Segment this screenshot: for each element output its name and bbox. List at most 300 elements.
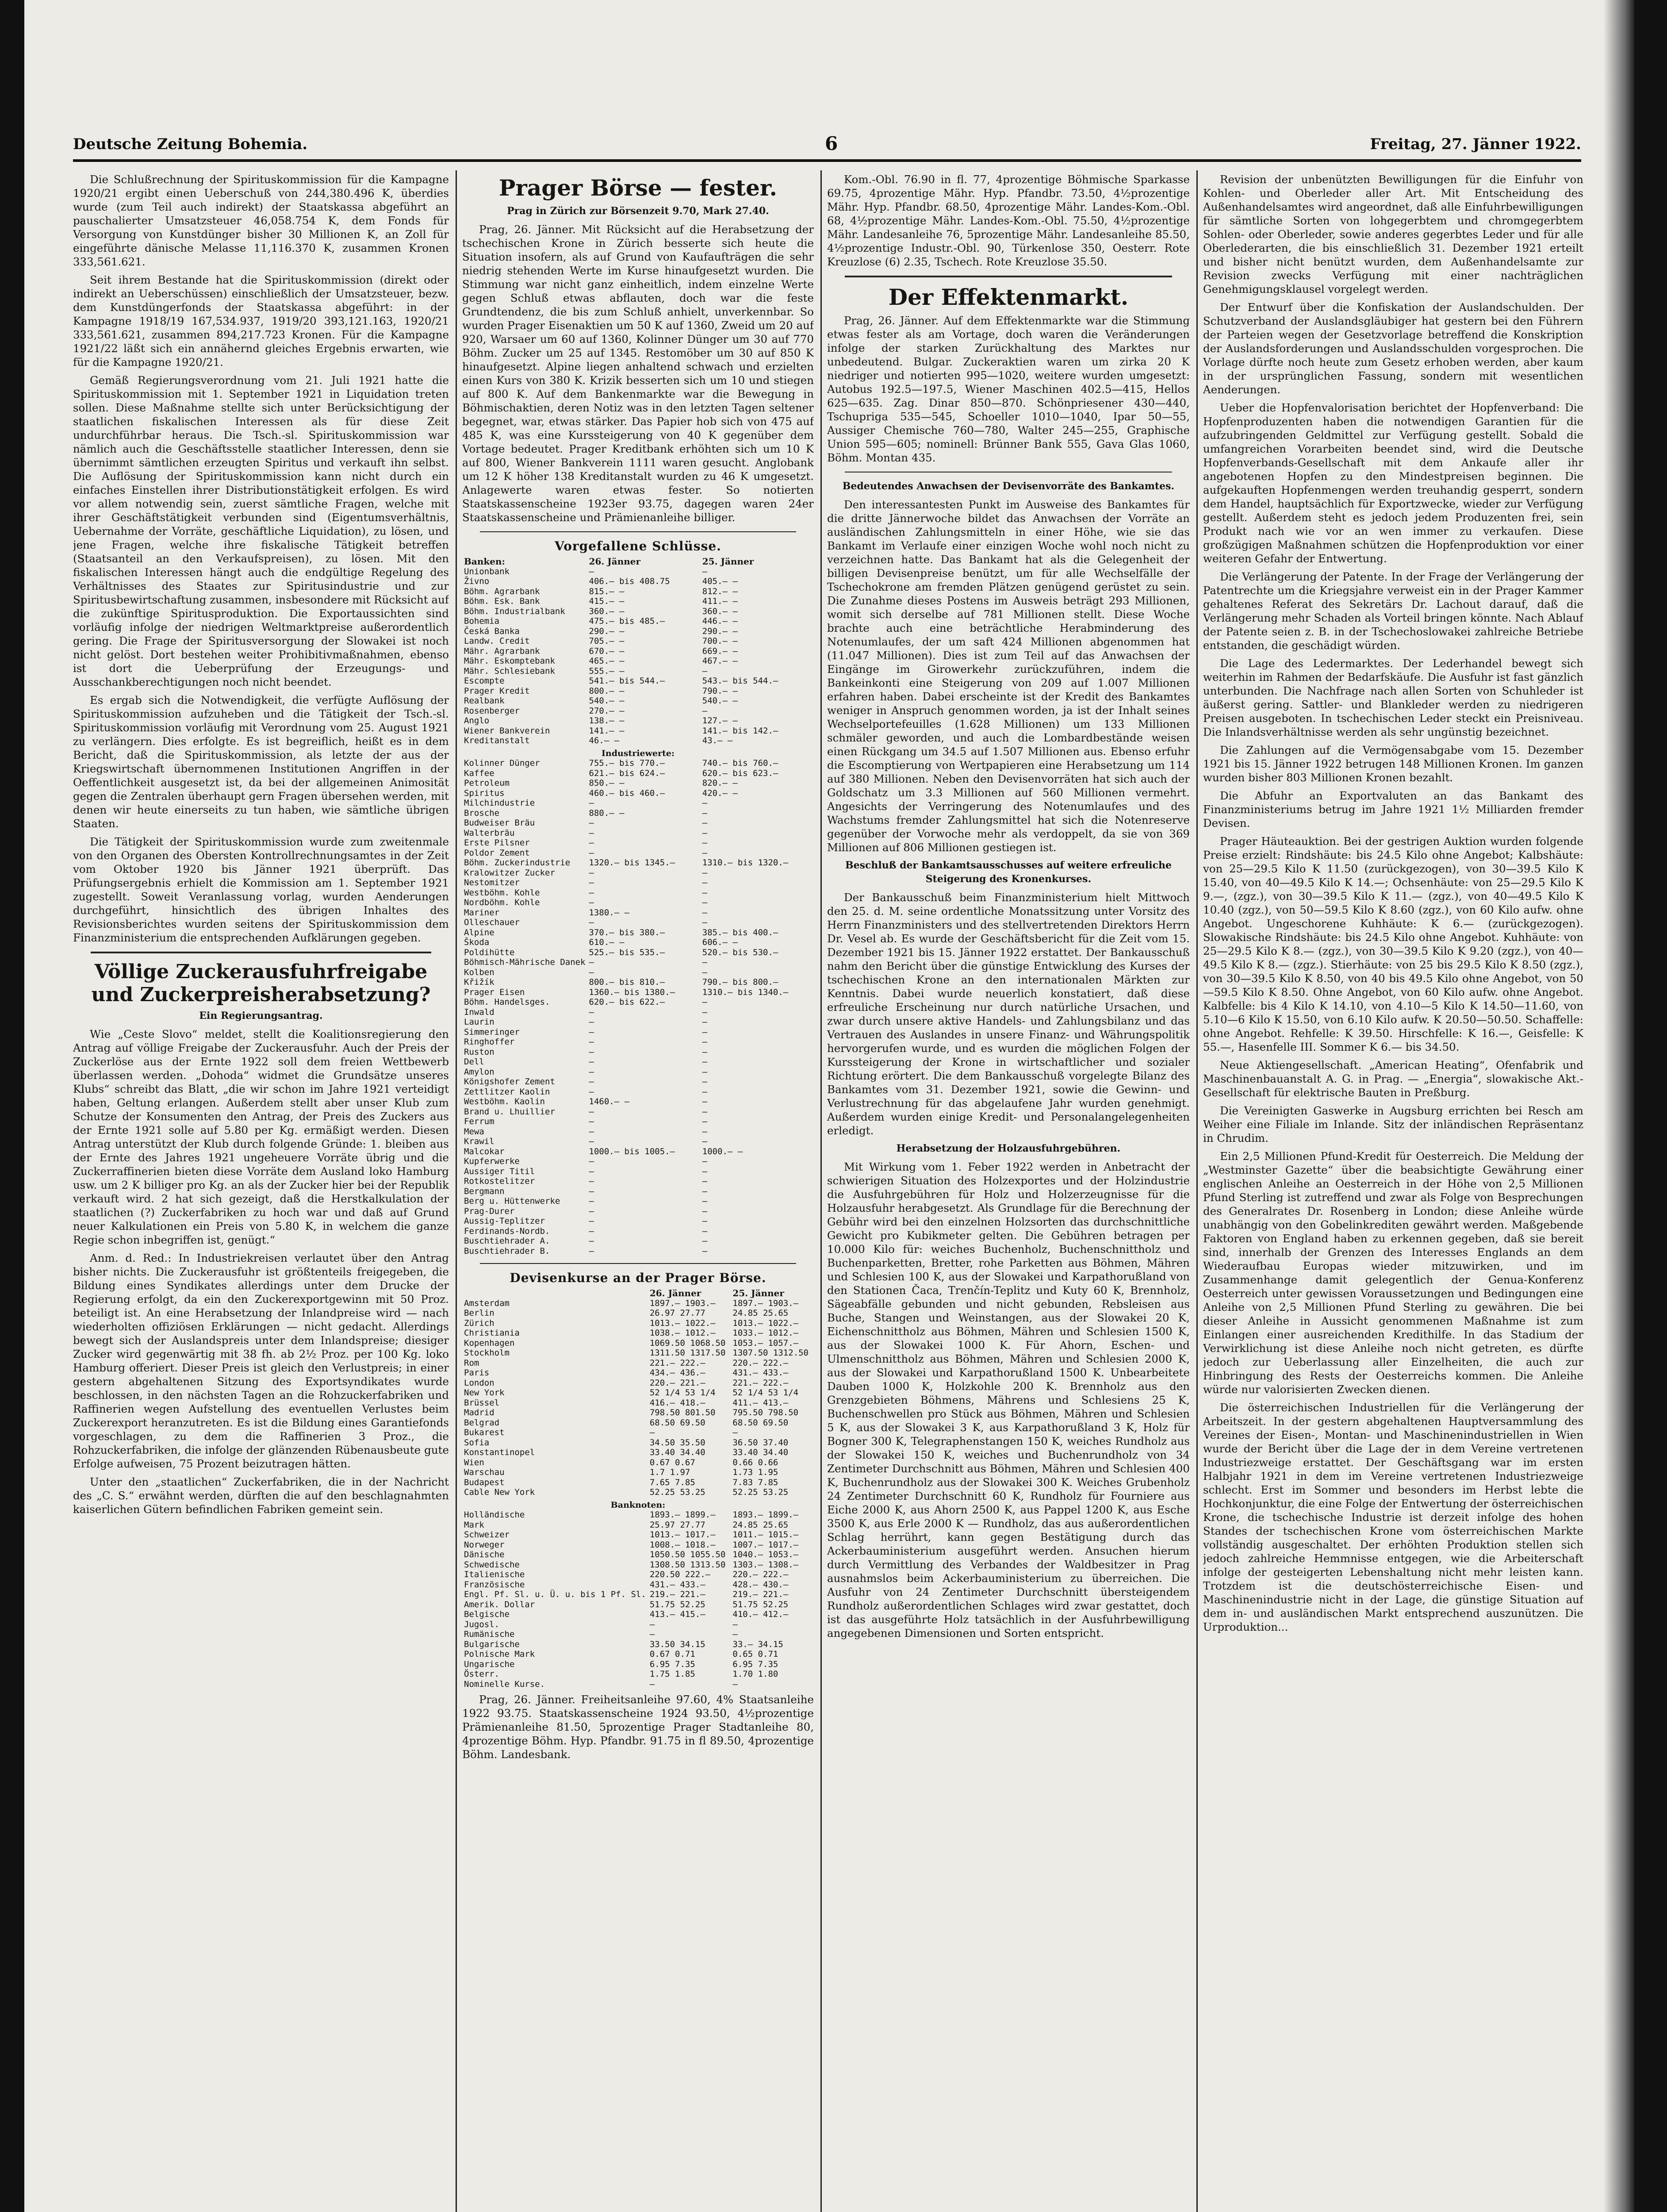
row-label: Landw. Credit <box>464 636 530 646</box>
fx-quote-row <box>462 1438 814 1448</box>
industry-quote-row <box>462 1176 814 1187</box>
row-label: Ferrum <box>464 1117 494 1126</box>
banknote-quote-row <box>462 1669 814 1679</box>
fx-quote-row <box>462 1368 814 1378</box>
row-value: — <box>589 1236 594 1246</box>
row-value: 360.— — <box>589 606 625 616</box>
row-value: — <box>589 1017 594 1027</box>
fx-header: 25. Jänner <box>732 1288 784 1298</box>
row-label: Böhmisch-Mährische Danek <box>464 957 586 967</box>
row-label: Amsterdam <box>464 1298 510 1308</box>
row-value: 446.— — <box>702 616 738 626</box>
stock-exchange-title: Prager Börse — fester. <box>498 175 778 201</box>
row-value: 220.— 222.— <box>732 1358 789 1368</box>
krone-body <box>827 891 1190 1137</box>
bank-quote-row <box>462 596 814 607</box>
row-value: 1310.— bis 1320.— <box>702 858 789 868</box>
row-label: Brosche <box>464 808 500 818</box>
row-label: Budweiser Bräu <box>464 818 535 828</box>
row-value: 415.— — <box>589 596 625 606</box>
row-label: Konstantinopel <box>464 1448 535 1457</box>
industry-quote-row <box>462 888 814 898</box>
row-value: — <box>649 1629 655 1639</box>
row-label: Česká Banka <box>464 626 520 636</box>
fx-quote-row <box>462 1448 814 1458</box>
row-label: Wiener Bankverein <box>464 726 550 736</box>
row-value: 219.— 221.— <box>732 1590 789 1599</box>
row-value: — <box>589 1156 594 1166</box>
row-label: Mariner <box>464 907 500 918</box>
industry-quote-row <box>462 987 814 998</box>
row-label: Nestomitzer <box>464 878 520 887</box>
row-value: 33.— 34.15 <box>732 1639 783 1649</box>
row-value: 51.75 52.25 <box>732 1599 789 1609</box>
row-value: — <box>589 1126 594 1137</box>
industry-quote-row <box>462 1067 814 1077</box>
row-label: Erste Pilsner <box>464 838 530 848</box>
row-value: — <box>702 997 708 1007</box>
row-value: — <box>589 918 594 927</box>
paragraph: Die Tätigkeit der Spirituskommission wurde zum zweitenmale von den Organen des Obersten Kontrollrechnungsamtes in der Zeit vom Oktober 1920 bis Jänner 1921 überprüft. Das Prüfungsergebnis erhielt die Kommission am 1. September 1921 zugestellt. Soweit Veranlassung vorlag, wurden Aenderungen durchgeführt, hinsichtlich des übrigen Inhaltes des Revisionsberichtes wurden seitens der Spirituskommission dem Finanzministerium die entsprechenden Aufklärungen gegeben. <box>73 835 449 944</box>
row-value: — <box>702 1176 708 1186</box>
row-value: 411.— 413.— <box>732 1398 789 1408</box>
column-rule <box>820 170 822 2212</box>
row-value: 290.— — <box>702 626 738 636</box>
row-label: Engl. Pf. Sl. u. Ü. u. bis 1 Pf. Sl. <box>464 1590 646 1599</box>
row-label: Inwald <box>464 1007 494 1017</box>
row-label: Milchindustrie <box>464 798 535 808</box>
row-value: 812.— — <box>702 586 738 596</box>
industry-quote-row <box>462 908 814 918</box>
fx-quote-row <box>462 1378 814 1388</box>
bonds-continued: Kom.-Obl. 76.90 in fl. 77, 4prozentige Böhmische Sparkasse 69.75, 4prozentige Mähr. Hyp. Pfandbr. 73.50, 4½prozentige Mähr. Hyp. Pfandbr. 68.50, 4prozentige Mähr. Landes-Kom.-Obl. 68, 4½prozentige Mähr. Landes-Kom.-Obl. 75.50, 4½prozentige Mähr. Landesanleihe 76, 5prozentige Mähr. Landesanleihe 85.50, 4½prozentige Industr.-Obl. 90, Türkenlose 350, Oesterr. Rote Kreuzlose (6) 2.35, Tschech. Rote Kreuzlose 35.50. <box>827 173 1190 268</box>
row-label: Ruston <box>464 1047 494 1057</box>
column-1 <box>73 173 449 2212</box>
bank-quote-row <box>462 576 814 587</box>
row-value: — <box>702 818 708 828</box>
row-label: Ringhoffer <box>464 1037 515 1047</box>
row-label: Bohemia <box>464 616 500 626</box>
industry-quote-row <box>462 898 814 908</box>
bank-quote-row <box>462 706 814 716</box>
row-value: 1311.50 1317.50 <box>649 1348 726 1358</box>
row-value: — <box>702 1196 708 1206</box>
bank-quote-row <box>462 567 814 577</box>
bank-quote-row <box>462 716 814 726</box>
row-label: Kaffee <box>464 768 494 778</box>
row-value: 790.— bis 800.— <box>702 977 778 987</box>
fx-title: Devisenkurse an der Prager Börse. <box>510 1271 766 1285</box>
newspaper-page <box>24 0 1634 2212</box>
bankamt-body <box>827 498 1190 854</box>
industry-quote-row <box>462 1206 814 1217</box>
industry-quote-row <box>462 808 814 818</box>
economic-notes <box>1203 173 1583 1634</box>
paragraph: Die Verlängerung der Patente. In der Frage der Verlängerung der Patentrechte um die Kriegsjahre verweist ein in der Prager Kammer gehaltenes Referat des Sekretärs Dr. Lachout darauf, daß die Verlängerung mehr Schaden als Vorteil bringen könnte. Nach Ablauf der Patente seien z. B. in der Tschechoslowakei zahlreiche Betriebe entstanden, die geschädigt würden. <box>1203 570 1583 652</box>
banknote-quote-row <box>462 1609 814 1620</box>
row-value: — <box>702 1037 708 1047</box>
row-label: Brüssel <box>464 1398 500 1408</box>
row-value: — <box>702 1117 708 1126</box>
column-rule <box>1196 170 1198 2212</box>
row-label: Österr. <box>464 1669 500 1679</box>
row-value: 1893.— 1899.— <box>649 1510 716 1520</box>
banknote-quote-row <box>462 1649 814 1659</box>
row-label: Westböhm. Kohle <box>464 887 540 898</box>
row-value: — <box>589 1106 594 1117</box>
banknote-quote-row <box>462 1629 814 1640</box>
bank-quote-row <box>462 696 814 706</box>
row-value: 465.— — <box>589 656 625 666</box>
row-label: Cable New York <box>464 1487 535 1497</box>
row-value: 7.65 7.85 <box>649 1477 695 1487</box>
row-label: Rotkostelitzer <box>464 1176 535 1186</box>
row-label: Olleschauer <box>464 918 520 927</box>
industry-quote-row <box>462 1127 814 1137</box>
row-value: 1053.— 1057.— <box>732 1338 799 1348</box>
industry-quote-row <box>462 1137 814 1147</box>
row-label: Amerik. Dollar <box>464 1599 535 1609</box>
row-label: Buschtiehrader B. <box>464 1246 550 1256</box>
row-value: 219.— 221.— <box>649 1590 705 1599</box>
row-label: Norweger <box>464 1540 505 1550</box>
row-value: — <box>702 1156 708 1166</box>
row-value: 815.— — <box>589 586 625 596</box>
row-value: 1069.50 1068.50 <box>649 1338 726 1348</box>
article-separator <box>845 276 1172 277</box>
row-value: 620.— bis 623.— <box>702 768 778 778</box>
fx-quote-row <box>462 1478 814 1488</box>
row-label: Böhm. Zuckerindustrie <box>464 858 571 868</box>
row-value: — <box>589 1137 594 1146</box>
row-value: 34.50 35.50 <box>649 1437 705 1448</box>
row-label: Madrid <box>464 1408 494 1417</box>
row-value: — <box>702 666 708 676</box>
row-value: 68.50 69.50 <box>732 1417 789 1428</box>
row-label: Laurin <box>464 1017 494 1027</box>
industry-quote-row <box>462 968 814 978</box>
paragraph: Die österreichischen Industriellen für die Verlängerung der Arbeitszeit. In der gestern abgehaltenen Hauptversammlung des Vereines der Eisen-, Montan- und Maschinenindustriellen in Wien wurde der Bericht über die Lage der in dem Vereine vertretenen Industriezweige erstattet. Der Geschäftsgang war im ersten Halbjahr 1921 in dem im Vereine vertretenen Industriezweige schlecht. Erst im Sommer und besonders im Herbst lebte die Hochkonjunktur, die eine Folge der Entwertung der österreichischen Krone, die tschechische Industrie ist derzeit infolge des hohen Standes der tschechischen Krone vom österreichischen Markte vollständig ausgeschaltet. Der erhöhten Produktion stellen sich jedoch zahlreiche Hemmnisse entgegen, wie die Arbeiterschaft infolge der gesteigerten Lebenshaltung nicht mehr leisten kann. Trotzdem ist die deutschösterreichische Eisen- und Maschinenindustrie nicht in der Lage, die günstige Situation auf dem in- und ausländischen Markt entsprechend auszunützen. Die Urproduktion... <box>1203 1401 1583 1633</box>
row-value: — <box>589 1246 594 1256</box>
row-value: — <box>702 887 708 898</box>
row-value: — <box>702 967 708 977</box>
row-value: 406.— bis 408.75 <box>589 576 670 586</box>
row-value: — <box>589 848 594 858</box>
row-label: Mähr. Agrarbank <box>464 646 540 656</box>
row-value: 606.— — <box>702 937 738 947</box>
row-value: 850.— — <box>589 778 625 788</box>
industry-quote-row <box>462 1187 814 1197</box>
row-label: Aussiger Titil <box>464 1166 535 1176</box>
row-value: 1320.— bis 1345.— <box>589 858 675 868</box>
row-value: — <box>702 1007 708 1017</box>
banknote-quote-row <box>462 1560 814 1570</box>
row-value: — <box>589 878 594 887</box>
row-label: Walterbräu <box>464 828 515 838</box>
row-label: Poldihütte <box>464 947 515 957</box>
row-value: — <box>702 1246 708 1256</box>
row-value: — <box>702 566 708 576</box>
industry-quote-row <box>462 1017 814 1027</box>
row-value: 610.— — <box>589 937 625 947</box>
securities-market-body <box>827 314 1190 465</box>
row-value: — <box>702 957 708 967</box>
industry-quote-row <box>462 1027 814 1037</box>
banknote-quote-row <box>462 1659 814 1670</box>
industry-quote-row <box>462 1087 814 1097</box>
row-value: 620.— bis 622.— <box>589 997 665 1007</box>
industry-quote-row <box>462 918 814 928</box>
page-header <box>73 133 1581 162</box>
industry-quote-row <box>462 1097 814 1107</box>
row-value: 428.— 430.— <box>732 1579 789 1590</box>
row-label: Aussig-Teplitzer <box>464 1216 545 1226</box>
row-label: Belgische <box>464 1609 510 1619</box>
row-value: — <box>589 1007 594 1017</box>
paragraph: Ueber die Hopfenvalorisation berichtet der Hopfenverband: Die Hopfenproduzenten haben die notwendigen Garantien für die aufzubringenden Geldmittel zur Verfügung gestellt. Sobald die umfangreichen Vorarbeiten beendet sind, wird die Deutsche Hopfenverbands-Gesellschaft mit dem Ankaufe aller ihr angebotenen Hopfen zu den Mindestpreisen beginnen. Die aufgekauften Hopfenmengen werden treuhandig gesperrt, sondern dem Handel, hauptsächlich für Exportzwecke, wieder zur Verfügung gestellt. Außerdem steht es jedoch jedem Produzenten frei, sein Produkt nach wie vor an wen immer zu verkaufen. Diese großzügigen Maßnahmen schützen die Hopfenproduktion vor einer weiteren Gefahr der Entwertung. <box>1203 401 1583 565</box>
row-label: Amylon <box>464 1067 494 1077</box>
row-label: Buschtiehrader A. <box>464 1236 550 1246</box>
row-value: 33.40 34.40 <box>732 1448 789 1457</box>
row-value: — <box>589 1057 594 1067</box>
row-value: 413.— 415.— <box>649 1609 705 1619</box>
row-value: — <box>702 1126 708 1137</box>
industry-quote-row <box>462 948 814 958</box>
banknote-quote-row <box>462 1600 814 1610</box>
row-value: — <box>702 1137 708 1146</box>
sugar-article-subtitle: Ein Regierungsantrag. <box>199 1010 323 1022</box>
banknote-quote-row <box>462 1590 814 1600</box>
industry-quote-row <box>462 1216 814 1226</box>
row-value: 52 1/4 53 1/4 <box>649 1388 716 1398</box>
row-value: 1008.— 1018.— <box>649 1540 716 1550</box>
fx-header <box>462 1288 648 1298</box>
row-value: — <box>589 1077 594 1087</box>
industry-quote-row <box>462 1236 814 1246</box>
row-value: 138.— — <box>589 716 625 726</box>
row-label: Nominelle Kurse. <box>464 1679 545 1689</box>
column-3 <box>827 173 1190 2212</box>
row-value: — <box>702 1216 708 1226</box>
row-value: — <box>589 828 594 838</box>
industry-quote-row <box>462 928 814 938</box>
bank-quote-row <box>462 726 814 736</box>
row-value: — <box>702 898 708 907</box>
row-label: Böhm. Handelsges. <box>464 997 550 1007</box>
row-value: 705.— — <box>589 636 625 646</box>
paragraph: Der Bankausschuß beim Finanzministerium hielt Mittwoch den 25. d. M. seine ordentliche Monatssitzung unter Vorsitz des Herrn Finanzministers und des stellvertretenden Direktors Herrn Dr. Vesel ab. Es wurde der Geschäftsbericht für die Zeit vom 15. Dezember 1921 bis 15. Jänner 1922 erstattet. Der Bankausschuß nahm den Bericht über die günstige Entwicklung des Kurses der tschechischen Krone an den internationalen Märkten zur Kenntnis. Dabei wurde neuerlich konstatiert, daß diese erfreuliche Erscheinung nur durch natürliche Ursachen, und zwar durch unsere aktive Handels- und Zahlungsbilanz und das Vertrauen des Auslandes in unsere Finanz- und Währungspolitik hervorgerufen wurde, und es wurden die möglichen Folgen der Kurssteigerung der Krone in wirtschaftlicher und sozialer Richtung erörtert. Die dem Bankausschuß vorgelegte Bilanz des Bankamtes vom 31. Dezember 1921, sowie die Gewinn- und Verlustrechnung für das abgelaufene Jahr wurden genehmigt. Außerdem wurden einige Kredit- und Personalangelegenheiten erledigt. <box>827 891 1190 1137</box>
row-value: 434.— 436.— <box>649 1368 705 1378</box>
row-value: 621.— bis 624.— <box>589 768 665 778</box>
row-value: 800.— bis 810.— <box>589 977 665 987</box>
industry-quote-row <box>462 848 814 858</box>
row-label: Rosenberger <box>464 706 520 716</box>
row-value: 1.73 1.95 <box>732 1467 778 1477</box>
row-value: 0.67 0.71 <box>649 1649 695 1659</box>
paragraph: Die Zahlungen auf die Vermögensabgabe vom 15. Dezember 1921 bis 15. Jänner 1922 betrugen 148 Millionen Kronen. Im ganzen wurden bisher 803 Millionen Kronen bezahlt. <box>1203 744 1583 784</box>
industry-quote-row <box>462 1077 814 1087</box>
industry-quote-row <box>462 1107 814 1117</box>
row-value: — <box>702 878 708 887</box>
row-value: 1050.50 1055.50 <box>649 1550 726 1559</box>
row-value: — <box>702 798 708 808</box>
row-value: — <box>702 907 708 918</box>
row-label: Křižík <box>464 977 494 987</box>
row-label: Kralowitzer Zucker <box>464 868 555 878</box>
row-label: Mähr. Eskomptebank <box>464 656 555 666</box>
row-label: Poldor Zement <box>464 848 530 858</box>
row-value: — <box>702 1226 708 1236</box>
paragraph: Unter den „staatlichen“ Zuckerfabriken, die in der Nachricht des „C. S.“ erwähnt werden, dürften die auf den beschlagnahmten kaiserlichen Gütern befindlichen Fabriken gemeint sein. <box>73 1475 449 1516</box>
row-value: 24.85 25.65 <box>732 1308 789 1318</box>
industry-quote-row <box>462 1226 814 1237</box>
row-label: Bukarest <box>464 1428 505 1437</box>
sugar-article-title: Völlige Zuckerausfuhrfreigabe und Zuckerpreisherabsetzung? <box>91 960 431 1006</box>
row-label: Prager Eisen <box>464 987 525 997</box>
row-value: 220.— 222.— <box>732 1570 789 1579</box>
closes-header: 26. Jänner <box>589 556 641 567</box>
row-label: Schweizer <box>464 1530 510 1540</box>
row-label: Stockholm <box>464 1348 510 1358</box>
row-label: London <box>464 1378 494 1388</box>
row-label: Rom <box>464 1358 479 1368</box>
row-label: Realbank <box>464 696 505 706</box>
row-value: 431.— 433.— <box>732 1368 789 1378</box>
row-value: 1460.— — <box>589 1097 630 1106</box>
industry-quote-row <box>462 937 814 948</box>
row-value: — <box>589 1186 594 1196</box>
row-label: Anglo <box>464 716 490 726</box>
row-value: — <box>589 1117 594 1126</box>
row-value: — <box>589 1166 594 1176</box>
row-label: Escompte <box>464 676 505 686</box>
row-label: Brand u. Lhuillier <box>464 1106 555 1117</box>
row-value: 1.7 1.97 <box>649 1467 690 1477</box>
row-label: Škoda <box>464 937 490 947</box>
fx-quote-row <box>462 1348 814 1358</box>
paragraph: Der Entwurf über die Konfiskation der Auslandschulden. Der Schutzverband der Auslandsgläubiger hat gestern bei den Führern der Parteien wegen der Gesetzvorlage betreffend die Konskription der Auslandsforderungen und Auslandsschulden vorgesprochen. Die Vorlage dürfte noch heute zum Gesetz erhoben werden, aber kaum in der ursprünglichen Fassung, sondern mit wesentlichen Aenderungen. <box>1203 301 1583 396</box>
fx-quote-row <box>462 1388 814 1398</box>
row-value: — <box>702 1047 708 1057</box>
closes-header: 25. Jänner <box>702 556 754 567</box>
row-value: — <box>702 808 708 818</box>
row-value: 1038.— 1012.— <box>649 1328 716 1338</box>
row-value: 800.— — <box>589 686 625 696</box>
row-value: 1011.— 1015.— <box>732 1530 799 1540</box>
row-value: 1310.— bis 1340.— <box>702 987 789 997</box>
row-value: 820.— — <box>702 778 738 788</box>
paragraph: Revision der unbenützten Bewilligungen für die Einfuhr von Kohlen- und Oberleder aller Art. Mit Entscheidung des Außenhandelsamtes wird angeordnet, daß alle Einfuhrbewilligungen für sämtliche Sorten von lohgegerbtem und chromgegerbtem Sohlen- oder Oberleder, sowie anderes gegerbtes Leder und für alle Oberlederarten, die bis einschließlich 31. Dezember 1921 erteilt und bisher nicht benützt wurden, dem Außenhandelsamte zur Revision zwecks Verfügung mit einer nachträglichen Genehmigungsklausel vorgelegt werden. <box>1203 173 1583 296</box>
row-value: 410.— 412.— <box>732 1609 789 1619</box>
paragraph: Prag, 26. Jänner. Mit Rücksicht auf die Herabsetzung der tschechischen Krone in Zürich besserte sich heute die Situation insofern, als auf Grund von Kaufaufträgen die sehr niedrig stehenden Werte im Kurse hinaufgesetzt wurden. Die Stimmung war nicht ganz einheitlich, indem einzelne Werte gegen Schluß etwas abflauten, doch war die feste Grundtendenz, die bis zum Schluß anhielt, unverkennbar. So wurden Prager Eisenaktien um 50 K auf 1360, Zweid um 20 auf 920, Warsaer um 60 auf 1360, Kolinner Dünger um 30 auf 770 Böhm. Zucker um 25 auf 1345. Restomöber um 30 auf 850 K hinaufgesetzt. Alpine liegen anhaltend schwach und erzielten einen Kurs von 380 K. Krizik besserten sich um 10 und stiegen auf 800 K. Auf dem Bankenmarkte war die Bewegung in Böhmischaktien, deren Notiz was in den letzten Tagen seltener begegnet, war, etwas stärker. Das Papier hob sich von 475 auf 485 K, was eine Kurssteigerung von 40 K gegenüber dem Vortage bedeutet. Prager Kreditbank erhöhten sich um 10 K auf 800, Wiener Bankverein 1111 waren gesucht. Anglobank um 12 K höher 138 Kreditanstalt wurden zu 46 K umgesetzt. Anlagewerte waren etwas fester. So notierten Staatskassenscheine 1923er 93.75, dagegen waren 24er Staatskassenscheine und Prämienanleihe billiger. <box>462 223 814 524</box>
bank-quote-row <box>462 666 814 676</box>
row-value: 555.— — <box>589 666 625 676</box>
row-value: 520.— bis 530.— <box>702 947 778 957</box>
banknote-quote-row <box>462 1530 814 1540</box>
krone-subhead: Beschluß der Bankamtsausschusses auf weitere erfreuliche Steigerung des Kronenkurses. <box>845 860 1172 885</box>
paragraph: Gemäß Regierungsverordnung vom 21. Juli 1921 hatte die Spirituskommission mit 1. September 1921 in Liquidation treten sollen. Diese Maßnahme stellte sich unter Berücksichtigung der staatlichen fiskalischen Interessen als für diese Zeit undurchführbar heraus. Die Tsch.-sl. Spirituskommission war nämlich auch die Geschäftsstelle staatlicher Interessen, denn sie übernimmt sämtlichen erzeugten Spiritus und verkauft ihn selbst. Die Auflösung der Spirituskommission kann nicht durch ein einfaches Einstellen ihrer Distributionstätigkeit erfolgen. Es wird vor allem notwendig sein, zuerst sämtliche Fragen, welche mit ihrer Geschäftstätigkeit verbunden sind (Eigentumsverhältnis, Uebernahme der Vorräte, geschäftliche Liquidation), zu lösen, und jene Fragen, welche ihre fiskalische Tätigkeit betreffen (Staatsanteil an den Verkaufspreisen), zu lösen. Mit den fiskalischen Interessen hängt auch die endgültige Regelung des Verhältnisses des Staates zur Spiritusindustrie und zur Spiritusbewirtschaftung zusammen, insbesondere mit Rücksicht auf die zukünftige Spiritusproduktion. Die Exportaussichten sind vorläufig infolge der niedrigen Weltmarktpreise außerordentlich gering. Die Frage der Spiritusversorgung der Slowakei ist noch nicht gelöst. Dort bestehen weiter Prohibitivmaßnahmen, ebenso ist dort die Ueberprüfung der Erzeugungs- und Ausschankberechtigungen noch nicht beendet. <box>73 374 449 688</box>
row-value: — <box>702 1186 708 1196</box>
row-value: 541.— bis 544.— <box>589 676 665 686</box>
row-label: Mark <box>464 1520 484 1530</box>
paragraph: Seit ihrem Bestande hat die Spirituskommission (direkt oder indirekt an Ueberschüssen) einschließlich der Umsatzsteuer, bezw. dem Kunstdüngerfonds der Staatskassa abgeführt: in der Kampagne 1918/19 167,534.937, 1919/20 393,121.163, 1920/21 333,561.621, zusammen 894,217.723 Kronen. Für die Kampagne 1921/22 läßt sich ein annähernd gleiches Ergebnis erwarten, wie für die Kampagne 1920/21. <box>73 273 449 369</box>
paragraph: Prag, 26. Jänner. Auf dem Effektenmarkte war die Stimmung etwas fester als am Vortage, doch waren die Veränderungen infolge der starken Zurückhaltung des Marktes nur unbedeutend. Bulgar. Zuckeraktien waren um zirka 20 K niedriger und notierten 995—1020, weitere wurden umgesetzt: Autobus 192.5—197.5, Wiener Maschinen 402.5—415, Hellos 625—635. Zag. Dinar 850—870. Schönpriesener 430—440, Tschupriga 535—545, Schoeller 1010—1040, Ipar 50—55, Aussiger Chemische 760—780, Walter 245—255, Graphische Union 595—605; nominell: Brünner Bank 555, Gava Glas 1060, Böhm. Montan 435. <box>827 314 1190 464</box>
paragraph: Ein 2,5 Millionen Pfund-Kredit für Oesterreich. Die Meldung der „Westminster Gazette“ über die beabsichtigte Gewährung einer englischen Anleihe an Oesterreich in der Höhe von 2,5 Millionen Pfund Sterling ist zutreffend und zwar als Folge von Besprechungen des Generalrates Dr. Rosenberg in London; diese Anleihe würde unabhängig von den Gobelinkrediten gewährt werden. Maßgebende Faktoren von England haben zu erkennen gegeben, daß sie bereit sind, innerhalb der Grenzen des Interesses Englands an dem Wiederaufbau Europas wieder mitzuwirken, und im Zusammenhange damit gelegentlich der Genua-Konferenz Oesterreich unter gewissen Voraussetzungen und Bedingungen eine Anleihe von 2,5 Millionen Pfund Sterling zu gewähren. Die bei dieser Anleihe in Aussicht genommenen Maßnahme ist zum Einlangen einer ausreichenden Kredithilfe. In das Stadium der Verwirklichung ist diese Anleihe noch nicht getreten, es dürfte jedoch zur Ueberlassung aller Einzelheiten, die auch zur Hinbringung des Rests der Oesterreichs kommen. Die Anleihe würde nur valorisierten Zwecken dienen. <box>1203 1150 1583 1396</box>
row-value: 543.— bis 544.— <box>702 676 778 686</box>
fx-table <box>462 1288 814 1689</box>
row-value: 1013.— 1022.— <box>649 1318 716 1328</box>
bank-quote-row <box>462 736 814 746</box>
row-label: Kolinner Dünger <box>464 758 540 768</box>
industry-quote-row <box>462 1196 814 1206</box>
row-label: Zettlitzer Kaolin <box>464 1087 550 1097</box>
industry-quote-row <box>462 868 814 878</box>
industry-quote-row <box>462 758 814 768</box>
row-value: 1.70 1.80 <box>732 1669 778 1679</box>
industry-quote-row <box>462 768 814 779</box>
row-value: — <box>589 838 594 848</box>
row-value: 36.50 37.40 <box>732 1437 789 1448</box>
row-value: 540.— — <box>702 696 738 706</box>
industry-section-title: Industriewerte: <box>602 748 674 758</box>
stock-exchange-report <box>462 223 814 524</box>
row-value: — <box>702 1087 708 1097</box>
row-label: Belgrad <box>464 1417 500 1428</box>
row-value: 670.— — <box>589 646 625 656</box>
row-value: — <box>589 566 594 576</box>
row-label: Berlin <box>464 1308 494 1318</box>
row-value: — <box>702 1077 708 1087</box>
industry-quote-row <box>462 977 814 987</box>
closes-table <box>462 557 814 1256</box>
bank-quote-row <box>462 686 814 696</box>
fx-quote-row <box>462 1318 814 1329</box>
row-label: Malcokar <box>464 1146 505 1156</box>
row-value: — <box>589 1047 594 1057</box>
row-value: 525.— bis 535.— <box>589 947 665 957</box>
paragraph: Wie „Ceste Slovo“ meldet, stellt die Koalitionsregierung den Antrag auf völlige Freigabe der Zuckerausfuhr. Auch der Preis der Zuckerlöse aus der Ernte 1922 soll dem freien Wettbewerb überlassen werden. „Dohoda“ widmet die Grundsätze unseres Klubs“ schreibt das Blatt, „die wir schon im Jahre 1921 verteidigt haben, Geltung erlangen. Außerdem stellt aber unser Klub zum Schutze der Konsumenten den Antrag, der Preis des Zuckers aus der Ernte 1921 solle auf 5.80 per Kg. ermäßigt werden. Diesen Antrag unterstützt der Klub durch folgende Gründe: 1. bleiben aus der Ernte des Jahres 1921 ungeheuere Vorräte übrig und die Zuckerraffinerien bieten diese Vorräte dem Ausland loko Hamburg usw. um 2 K billiger pro Kg. an als der Zucker hier bei der Republik verkauft wird. 2 hat sich gezeigt, daß die Herstkalkulation der staatlichen (?) Zuckerfabriken zu hoch war und daß auf Grund neuer Kalkulationen ein Preis von 5.80 K, in welchem die ganze Regie schon inbegriffen ist, genügt.“ <box>73 1028 449 1246</box>
row-value: 141.— bis 142.— <box>702 726 778 736</box>
row-value: 431.— 433.— <box>649 1579 705 1590</box>
banknotes-section-title: Banknoten: <box>610 1500 666 1510</box>
paragraph: Die Vereinigten Gaswerke in Augsburg errichten bei Resch am Weiher eine Filiale im Inlande. Sitz der inländischen Repräsentanz in Chrudim. <box>1203 1104 1583 1144</box>
page-number: 6 <box>825 133 838 154</box>
row-value: 740.— bis 760.— <box>702 758 778 768</box>
row-value: 6.95 7.35 <box>732 1659 778 1669</box>
row-label: Kopenhagen <box>464 1338 515 1348</box>
row-value: 385.— bis 400.— <box>702 927 778 937</box>
closes-header: Banken: <box>464 556 505 567</box>
row-label: Kreditanstalt <box>464 736 530 745</box>
row-label: Dell <box>464 1057 484 1067</box>
row-label: Ungarische <box>464 1659 515 1669</box>
banknote-quote-row <box>462 1679 814 1690</box>
row-label: Krawil <box>464 1137 494 1146</box>
row-value: — <box>589 818 594 828</box>
scan-edge <box>1603 0 1634 2212</box>
row-value: 0.67 0.67 <box>649 1457 695 1467</box>
row-value: 1013.— 1017.— <box>649 1530 716 1540</box>
row-value: 790.— — <box>702 686 738 696</box>
industry-quote-row <box>462 818 814 828</box>
row-label: Böhm. Agrarbank <box>464 586 540 596</box>
row-value: 1.75 1.85 <box>649 1669 695 1679</box>
row-label: Simmeringer <box>464 1027 520 1037</box>
row-value: — <box>702 918 708 927</box>
row-value: 1000.— — <box>702 1146 743 1156</box>
row-value: 270.— — <box>589 706 625 716</box>
row-label: Mähr. Schlesiebank <box>464 666 555 676</box>
